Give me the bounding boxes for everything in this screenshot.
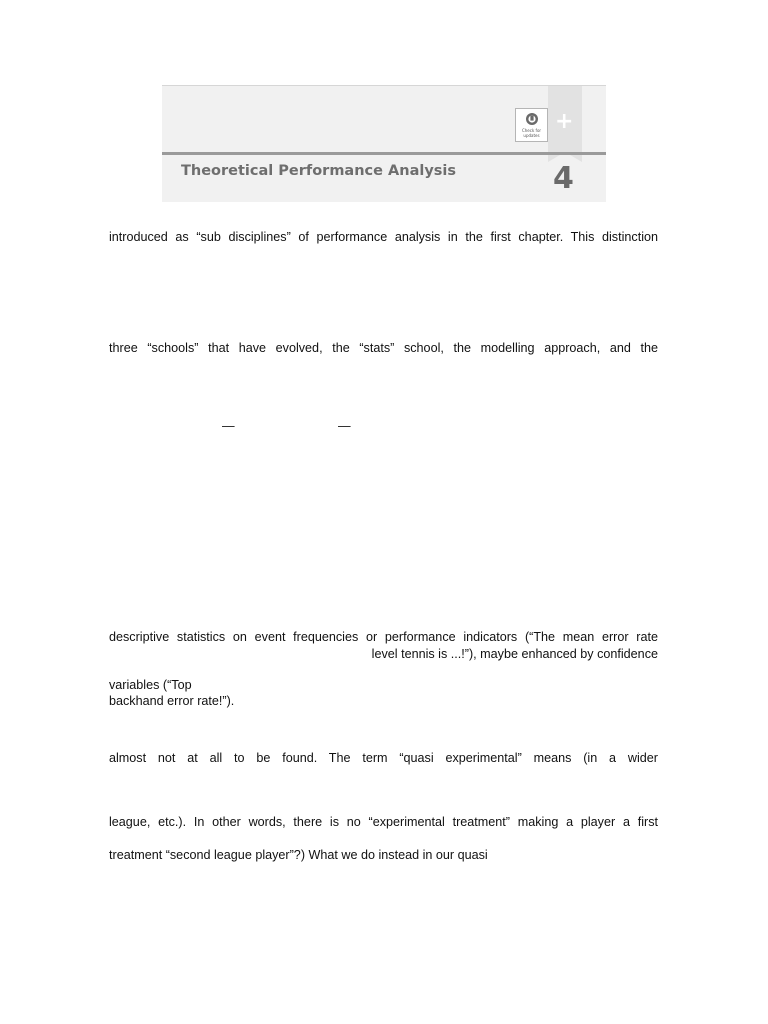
badge-label-line-1: Check for (521, 128, 542, 133)
check-for-updates-icon (525, 112, 539, 126)
body-line-7: almost not at all to be found. The term “quasi experimental” means (in a wider (109, 751, 658, 765)
body-line-1: introduced as “sub disciplines” of performance analysis in the first chapter. This distinction (109, 230, 658, 244)
plus-icon: + (555, 109, 574, 134)
body-line-2: three “schools” that have evolved, the “stats” school, the modelling approach, and the (109, 341, 658, 355)
check-for-updates-badge[interactable] (515, 108, 548, 142)
chapter-header-banner (162, 85, 606, 202)
header-divider (162, 152, 606, 155)
chapter-number: 4 (553, 161, 574, 196)
badge-label-line-2: updates (523, 133, 540, 138)
body-line-6: backhand error rate!”). (109, 694, 235, 708)
em-dash-1: — (222, 419, 235, 433)
badge-label (516, 128, 547, 138)
em-dash-2: — (338, 419, 351, 433)
body-line-9: treatment “second league player”?) What we do instead in our quasi (109, 848, 488, 862)
body-line-3: descriptive statistics on event frequencies or performance indicators (“The mean error rate (109, 630, 658, 644)
body-line-4: level tennis is ...!”), maybe enhanced by confidence (371, 647, 658, 661)
body-line-5: variables (“Top (109, 678, 192, 692)
chapter-title: Theoretical Performance Analysis (181, 163, 457, 179)
body-line-8: league, etc.). In other words, there is no “experimental treatment” making a player a first (109, 815, 658, 829)
